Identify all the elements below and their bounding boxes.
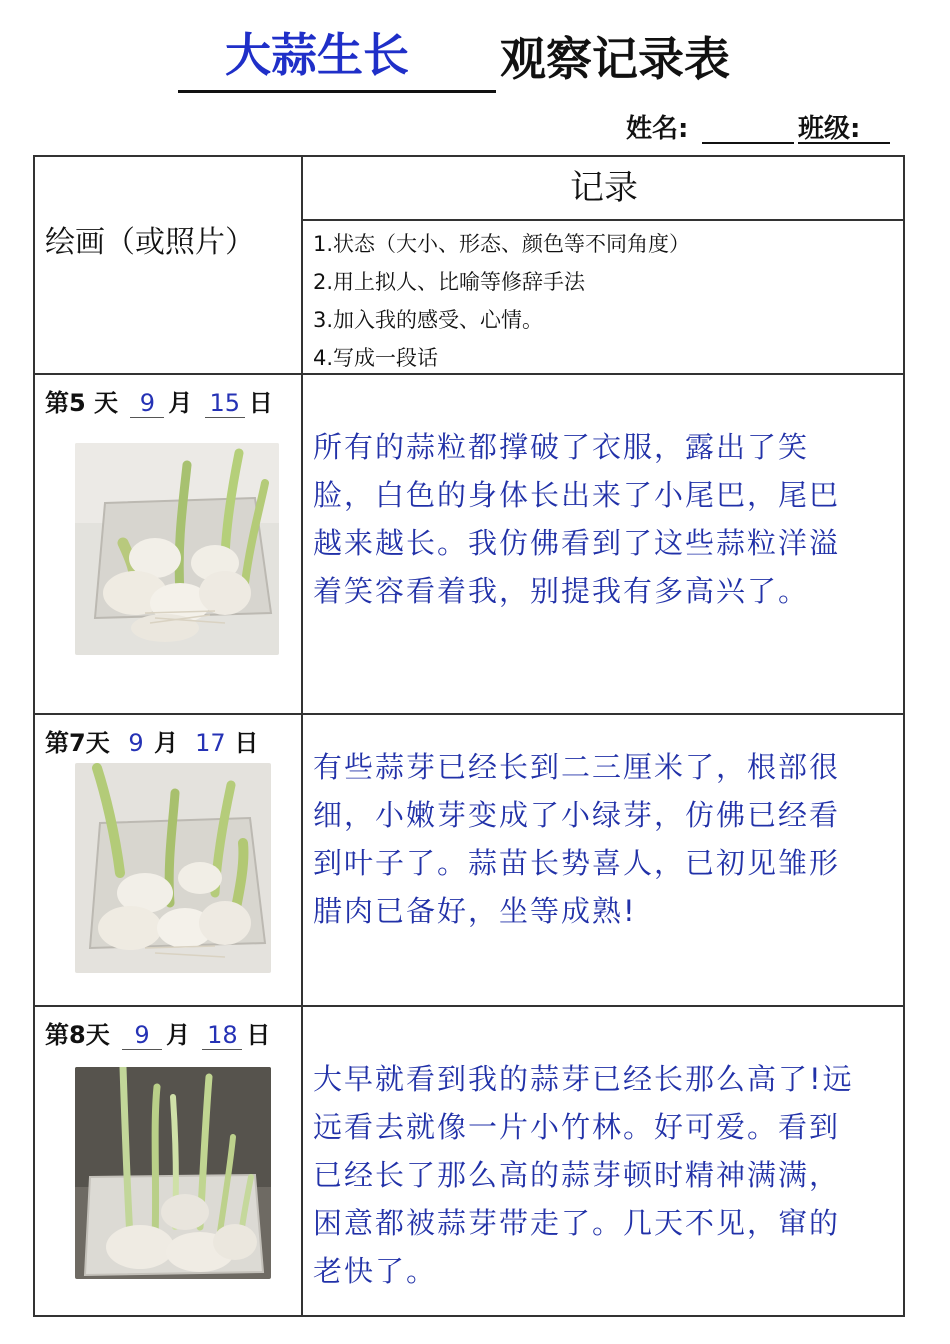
entry-row <box>35 1007 905 1317</box>
day-label: 第5 天 <box>45 389 119 417</box>
text-line: 老快了。 <box>313 1254 438 1288</box>
title-subject: 大蒜生长 <box>225 28 409 82</box>
page-title: 观察记录表 <box>500 32 730 86</box>
text-line: 大早就看到我的蒜芽已经长那么高了!远 <box>313 1062 854 1096</box>
record-table <box>33 155 905 1317</box>
name-field[interactable] <box>702 142 794 144</box>
date-value[interactable]: 15 <box>205 389 245 418</box>
instruction-item: 3.加入我的感受、心情。 <box>313 308 544 332</box>
text-line: 所有的蒜粒都撑破了衣服，露出了笑 <box>313 430 810 464</box>
month-label: 月 <box>166 1021 191 1049</box>
date-label: 日 <box>248 389 273 417</box>
name-label: 姓名: <box>626 114 689 144</box>
instruction-item: 4.写成一段话 <box>313 346 439 370</box>
month-label: 月 <box>168 389 193 417</box>
entry-date <box>45 723 258 758</box>
date-value[interactable]: 18 <box>202 1021 242 1050</box>
text-line: 有些蒜芽已经长到二三厘米了，根部很 <box>313 750 841 784</box>
entry-text <box>313 423 883 615</box>
text-line: 已经长了那么高的蒜芽顿时精神满满， <box>313 1158 841 1192</box>
month-value[interactable]: 9 <box>128 729 144 757</box>
garlic-sprouts-photo <box>75 443 279 655</box>
entry-text <box>313 743 883 935</box>
entry-text <box>313 1055 883 1295</box>
student-info <box>600 104 900 144</box>
entry-row <box>35 375 905 713</box>
garlic-sprouts-photo <box>75 763 271 973</box>
instruction-item: 1.状态（大小、形态、颜色等不同角度） <box>313 232 691 256</box>
entry-row <box>35 715 905 1005</box>
day-label: 第7天 <box>45 729 110 757</box>
instructions <box>313 225 690 377</box>
text-line: 越来越长。我仿佛看到了这些蒜粒洋溢 <box>313 526 841 560</box>
instruction-item: 2.用上拟人、比喻等修辞手法 <box>313 270 586 294</box>
month-value[interactable]: 9 <box>130 389 164 418</box>
title-blank-line <box>178 20 496 93</box>
header-divider <box>303 219 905 221</box>
column-header-drawing: 绘画（或照片） <box>45 225 255 260</box>
date-label: 日 <box>246 1021 271 1049</box>
date-label: 日 <box>234 729 259 757</box>
month-value[interactable]: 9 <box>122 1021 162 1050</box>
month-label: 月 <box>154 729 179 757</box>
text-line: 着笑容看着我，别提我有多高兴了。 <box>313 574 810 608</box>
class-field[interactable] <box>798 142 890 144</box>
text-line: 困意都被蒜芽带走了。几天不见，窜的 <box>313 1206 841 1240</box>
title-row <box>0 20 950 100</box>
entry-date <box>45 1015 270 1050</box>
column-header-record: 记录 <box>570 168 638 208</box>
text-line: 腊肉已备好，坐等成熟! <box>313 894 637 928</box>
entry-date <box>45 383 273 418</box>
date-value[interactable]: 17 <box>195 729 226 757</box>
text-line: 到叶子了。蒜苗长势喜人，已初见雏形 <box>313 846 841 880</box>
text-line: 脸，白色的身体长出来了小尾巴，尾巴 <box>313 478 841 512</box>
class-label: 班级: <box>798 114 861 144</box>
day-label: 第8天 <box>45 1021 110 1049</box>
text-line: 远看去就像一片小竹林。好可爱。看到 <box>313 1110 841 1144</box>
text-line: 细，小嫩芽变成了小绿芽，仿佛已经看 <box>313 798 841 832</box>
garlic-tall-sprouts-photo <box>75 1067 271 1279</box>
